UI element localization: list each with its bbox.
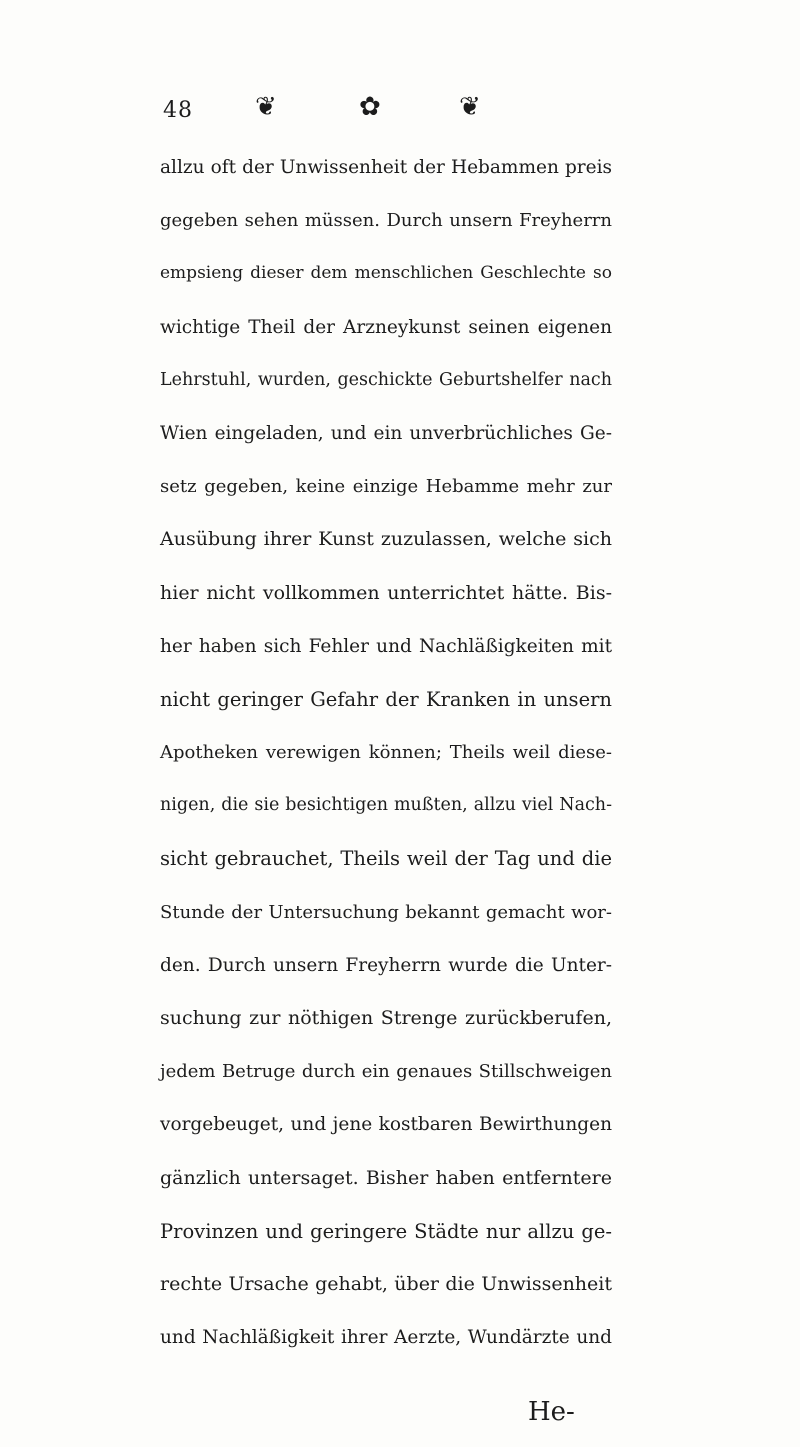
- text-line: nicht geringer Gefahr der Kranken in unsern: [160, 687, 612, 711]
- text-line: allzu oft der Unwissenheit der Hebammen preis: [160, 157, 612, 178]
- text-line: wichtige Theil der Arzneykunst seinen eigenen: [160, 316, 612, 338]
- text-line: vorgebeuget, und jene kostbaren Bewirthungen: [160, 1114, 612, 1136]
- text-line: gänzlich untersaget. Bisher haben entferntere: [160, 1166, 612, 1189]
- text-line: Apotheken verewigen können; Theils weil diese-: [160, 742, 612, 764]
- text-line: nigen, die sie besichtigen mußten, allzu viel Nach-: [160, 795, 612, 816]
- text-line: Ausübung ihrer Kunst zuzulassen, welche sich: [160, 528, 612, 551]
- catchword: He-: [528, 1397, 575, 1427]
- text-line: her haben sich Fehler und Nachläßigkeiten mit: [160, 635, 612, 657]
- ornament-flower-icon: ✿: [359, 92, 381, 122]
- page-number: 48: [163, 98, 193, 123]
- text-line: und Nachläßigkeit ihrer Aerzte, Wundärzte und: [160, 1327, 612, 1349]
- body-text: [160, 141, 612, 1364]
- text-line: setz gegeben, keine einzige Hebamme mehr zur: [160, 476, 612, 498]
- text-line: hier nicht vollkommen unterrichtet hätte. Bis-: [160, 581, 612, 604]
- text-line: Wien eingeladen, und ein unverbrüchliches Ge-: [160, 422, 612, 444]
- text-line: Lehrstuhl, wurden, geschickte Geburtshelfer nach: [160, 369, 612, 390]
- text-line: rechte Ursache gehabt, über die Unwissenheit: [160, 1272, 612, 1295]
- text-line: empsieng dieser dem menschlichen Geschlechte so: [160, 263, 612, 284]
- text-line: Stunde der Untersuchung bekannt gemacht wor-: [160, 901, 612, 923]
- text-line: gegeben sehen müssen. Durch unsern Freyherrn: [160, 210, 612, 232]
- text-line: Provinzen und geringere Städte nur allzu ge-: [160, 1219, 612, 1243]
- text-line: suchung zur nöthigen Strenge zurückberufen,: [160, 1007, 612, 1029]
- text-line: sicht gebrauchet, Theils weil der Tag und die: [160, 847, 612, 871]
- text-line: den. Durch unsern Freyherrn wurde die Unter-: [160, 954, 612, 976]
- text-line: jedem Betruge durch ein genaues Stillschweigen: [160, 1061, 612, 1083]
- page-header: [163, 92, 623, 132]
- ornament-vignette-icon: ❦: [459, 92, 481, 122]
- ornament-vignette-icon: ❦: [255, 92, 277, 122]
